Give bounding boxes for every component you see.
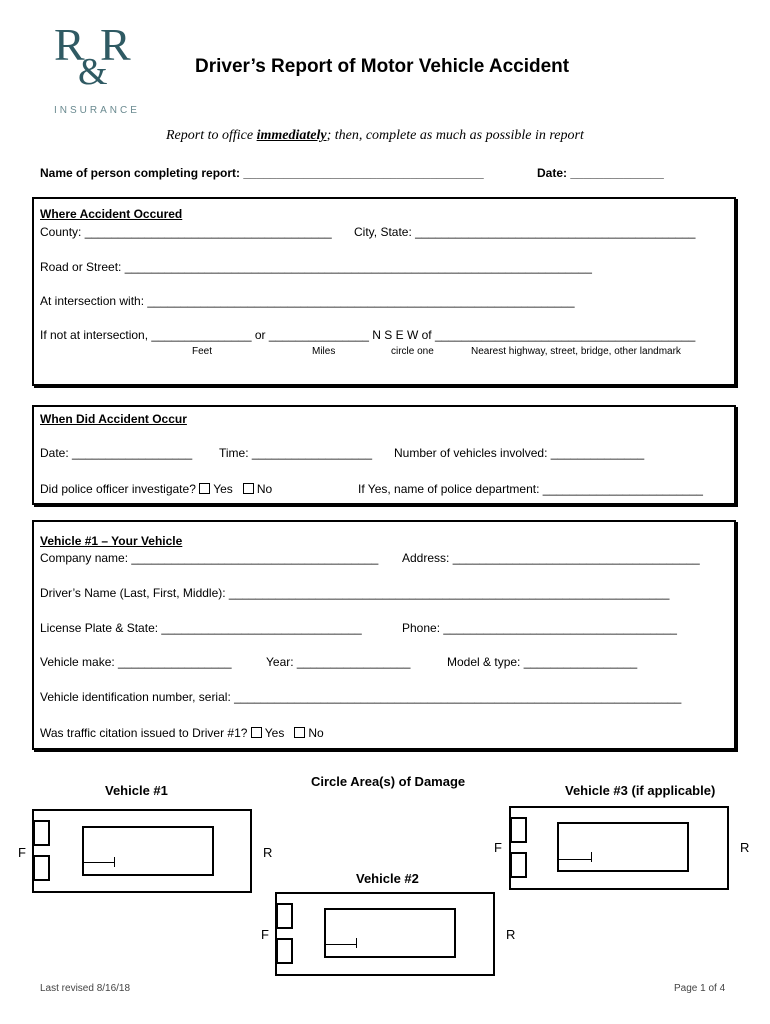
vehicle3-front-bumper-bottom[interactable] bbox=[510, 852, 527, 878]
vehicle2-rear-label: R bbox=[506, 927, 516, 942]
vehicle1-steering-line bbox=[84, 862, 114, 863]
vehicle3-body[interactable] bbox=[557, 822, 689, 872]
vehicle3-steering-line bbox=[559, 859, 591, 860]
road-field[interactable]: Road or Street: ______________________________________________________________________ bbox=[40, 260, 592, 274]
subtitle-post: ; then, complete as much as possible in report bbox=[326, 128, 584, 143]
logo-letter-r2: R bbox=[100, 19, 129, 70]
name-field[interactable]: Name of person completing report: ____________________________________ bbox=[40, 166, 484, 180]
footer-page-number: Page 1 of 4 bbox=[674, 983, 726, 994]
vehicles-count-field[interactable]: Number of vehicles involved: ______________ bbox=[394, 446, 645, 460]
vehicle2-diagram[interactable] bbox=[275, 892, 495, 976]
hint-miles: Miles bbox=[312, 346, 336, 357]
hint-feet: Feet bbox=[192, 346, 213, 357]
vehicle1-body[interactable] bbox=[82, 826, 214, 876]
report-date-field[interactable]: Date: ______________ bbox=[537, 166, 664, 180]
citation-question bbox=[40, 726, 324, 740]
citation-yes-checkbox[interactable] bbox=[251, 727, 262, 738]
vehicle-make-field[interactable]: Vehicle make: _________________ bbox=[40, 655, 232, 669]
vehicle3-front-bumper-top[interactable] bbox=[510, 817, 527, 843]
county-field[interactable]: County: _____________________________________ bbox=[40, 225, 332, 239]
vehicle1-diagram-title: Vehicle #1 bbox=[105, 783, 168, 798]
vehicle1-front-label: F bbox=[18, 845, 26, 860]
damage-title: Circle Area(s) of Damage bbox=[311, 774, 466, 789]
accident-date-field[interactable]: Date: __________________ bbox=[40, 446, 193, 460]
vehicle1-front-bumper-bottom[interactable] bbox=[33, 855, 50, 881]
vehicle2-front-label: F bbox=[261, 927, 269, 942]
vehicle2-body[interactable] bbox=[324, 908, 456, 958]
vehicle2-front-bumper-top[interactable] bbox=[276, 903, 293, 929]
when-section-title: When Did Accident Occur bbox=[40, 412, 187, 426]
police-question-label: Did police officer investigate? bbox=[40, 482, 196, 496]
address-field[interactable]: Address: _____________________________________ bbox=[402, 551, 700, 565]
where-section-title: Where Accident Occured bbox=[40, 207, 183, 221]
citation-question-label: Was traffic citation issued to Driver #1? bbox=[40, 726, 248, 740]
phone-field[interactable]: Phone: ___________________________________ bbox=[402, 621, 677, 635]
vehicle1-steering-tick bbox=[114, 857, 115, 867]
vehicle1-section-title: Vehicle #1 – Your Vehicle bbox=[40, 534, 183, 548]
vehicle2-steering-line bbox=[326, 944, 356, 945]
police-no-checkbox[interactable] bbox=[243, 483, 254, 494]
vehicle2-steering-tick bbox=[356, 938, 357, 948]
vehicle1-front-bumper-top[interactable] bbox=[33, 820, 50, 846]
police-question bbox=[40, 482, 272, 496]
vehicle-model-field[interactable]: Model & type: _________________ bbox=[447, 655, 638, 669]
accident-time-field[interactable]: Time: __________________ bbox=[219, 446, 373, 460]
police-yes-checkbox[interactable] bbox=[199, 483, 210, 494]
logo-tagline: INSURANCE bbox=[54, 105, 140, 116]
company-name-field[interactable]: Company name: _____________________________________ bbox=[40, 551, 379, 565]
vin-field[interactable]: Vehicle identification number, serial: ___________________________________________________________________ bbox=[40, 690, 682, 704]
vehicle3-rear-label: R bbox=[740, 840, 750, 855]
subtitle-emphasis: immediately bbox=[256, 128, 327, 143]
police-dept-field[interactable]: If Yes, name of police department: ________________________ bbox=[358, 482, 703, 496]
citation-no-label: No bbox=[308, 726, 324, 740]
citation-no-checkbox[interactable] bbox=[294, 727, 305, 738]
distance-field[interactable]: If not at intersection, _______________ or _______________ N S E W of _______________________________________ bbox=[40, 328, 696, 342]
logo-letter-r1: R bbox=[54, 19, 83, 70]
logo-ampersand: & bbox=[78, 51, 108, 93]
vehicle2-front-bumper-bottom[interactable] bbox=[276, 938, 293, 964]
vehicle3-diagram-title: Vehicle #3 (if applicable) bbox=[565, 783, 716, 798]
vehicle-year-field[interactable]: Year: _________________ bbox=[266, 655, 411, 669]
company-logo bbox=[52, 19, 142, 118]
driver-name-field[interactable]: Driver’s Name (Last, First, Middle): __________________________________________________________________ bbox=[40, 586, 670, 600]
footer-revised: Last revised 8/16/18 bbox=[40, 983, 131, 994]
vehicle3-steering-tick bbox=[591, 852, 592, 862]
page-title: Driver’s Report of Motor Vehicle Accident bbox=[195, 56, 570, 77]
vehicle3-front-label: F bbox=[494, 840, 502, 855]
page-subtitle bbox=[166, 128, 584, 144]
subtitle-pre: Report to office bbox=[166, 128, 257, 143]
vehicle1-rear-label: R bbox=[263, 845, 273, 860]
license-plate-field[interactable]: License Plate & State: ______________________________ bbox=[40, 621, 362, 635]
hint-landmark: Nearest highway, street, bridge, other landmark bbox=[471, 346, 681, 357]
police-yes-label: Yes bbox=[213, 482, 233, 496]
vehicle3-diagram[interactable] bbox=[509, 806, 729, 890]
police-no-label: No bbox=[256, 482, 273, 496]
vehicle2-diagram-title: Vehicle #2 bbox=[356, 871, 419, 886]
citation-yes-label: Yes bbox=[264, 726, 285, 740]
vehicle1-diagram[interactable] bbox=[32, 809, 252, 893]
intersection-field[interactable]: At intersection with: ________________________________________________________________ bbox=[40, 294, 575, 308]
city-state-field[interactable]: City, State: __________________________________________ bbox=[354, 225, 696, 239]
hint-circle-one: circle one bbox=[391, 346, 434, 357]
